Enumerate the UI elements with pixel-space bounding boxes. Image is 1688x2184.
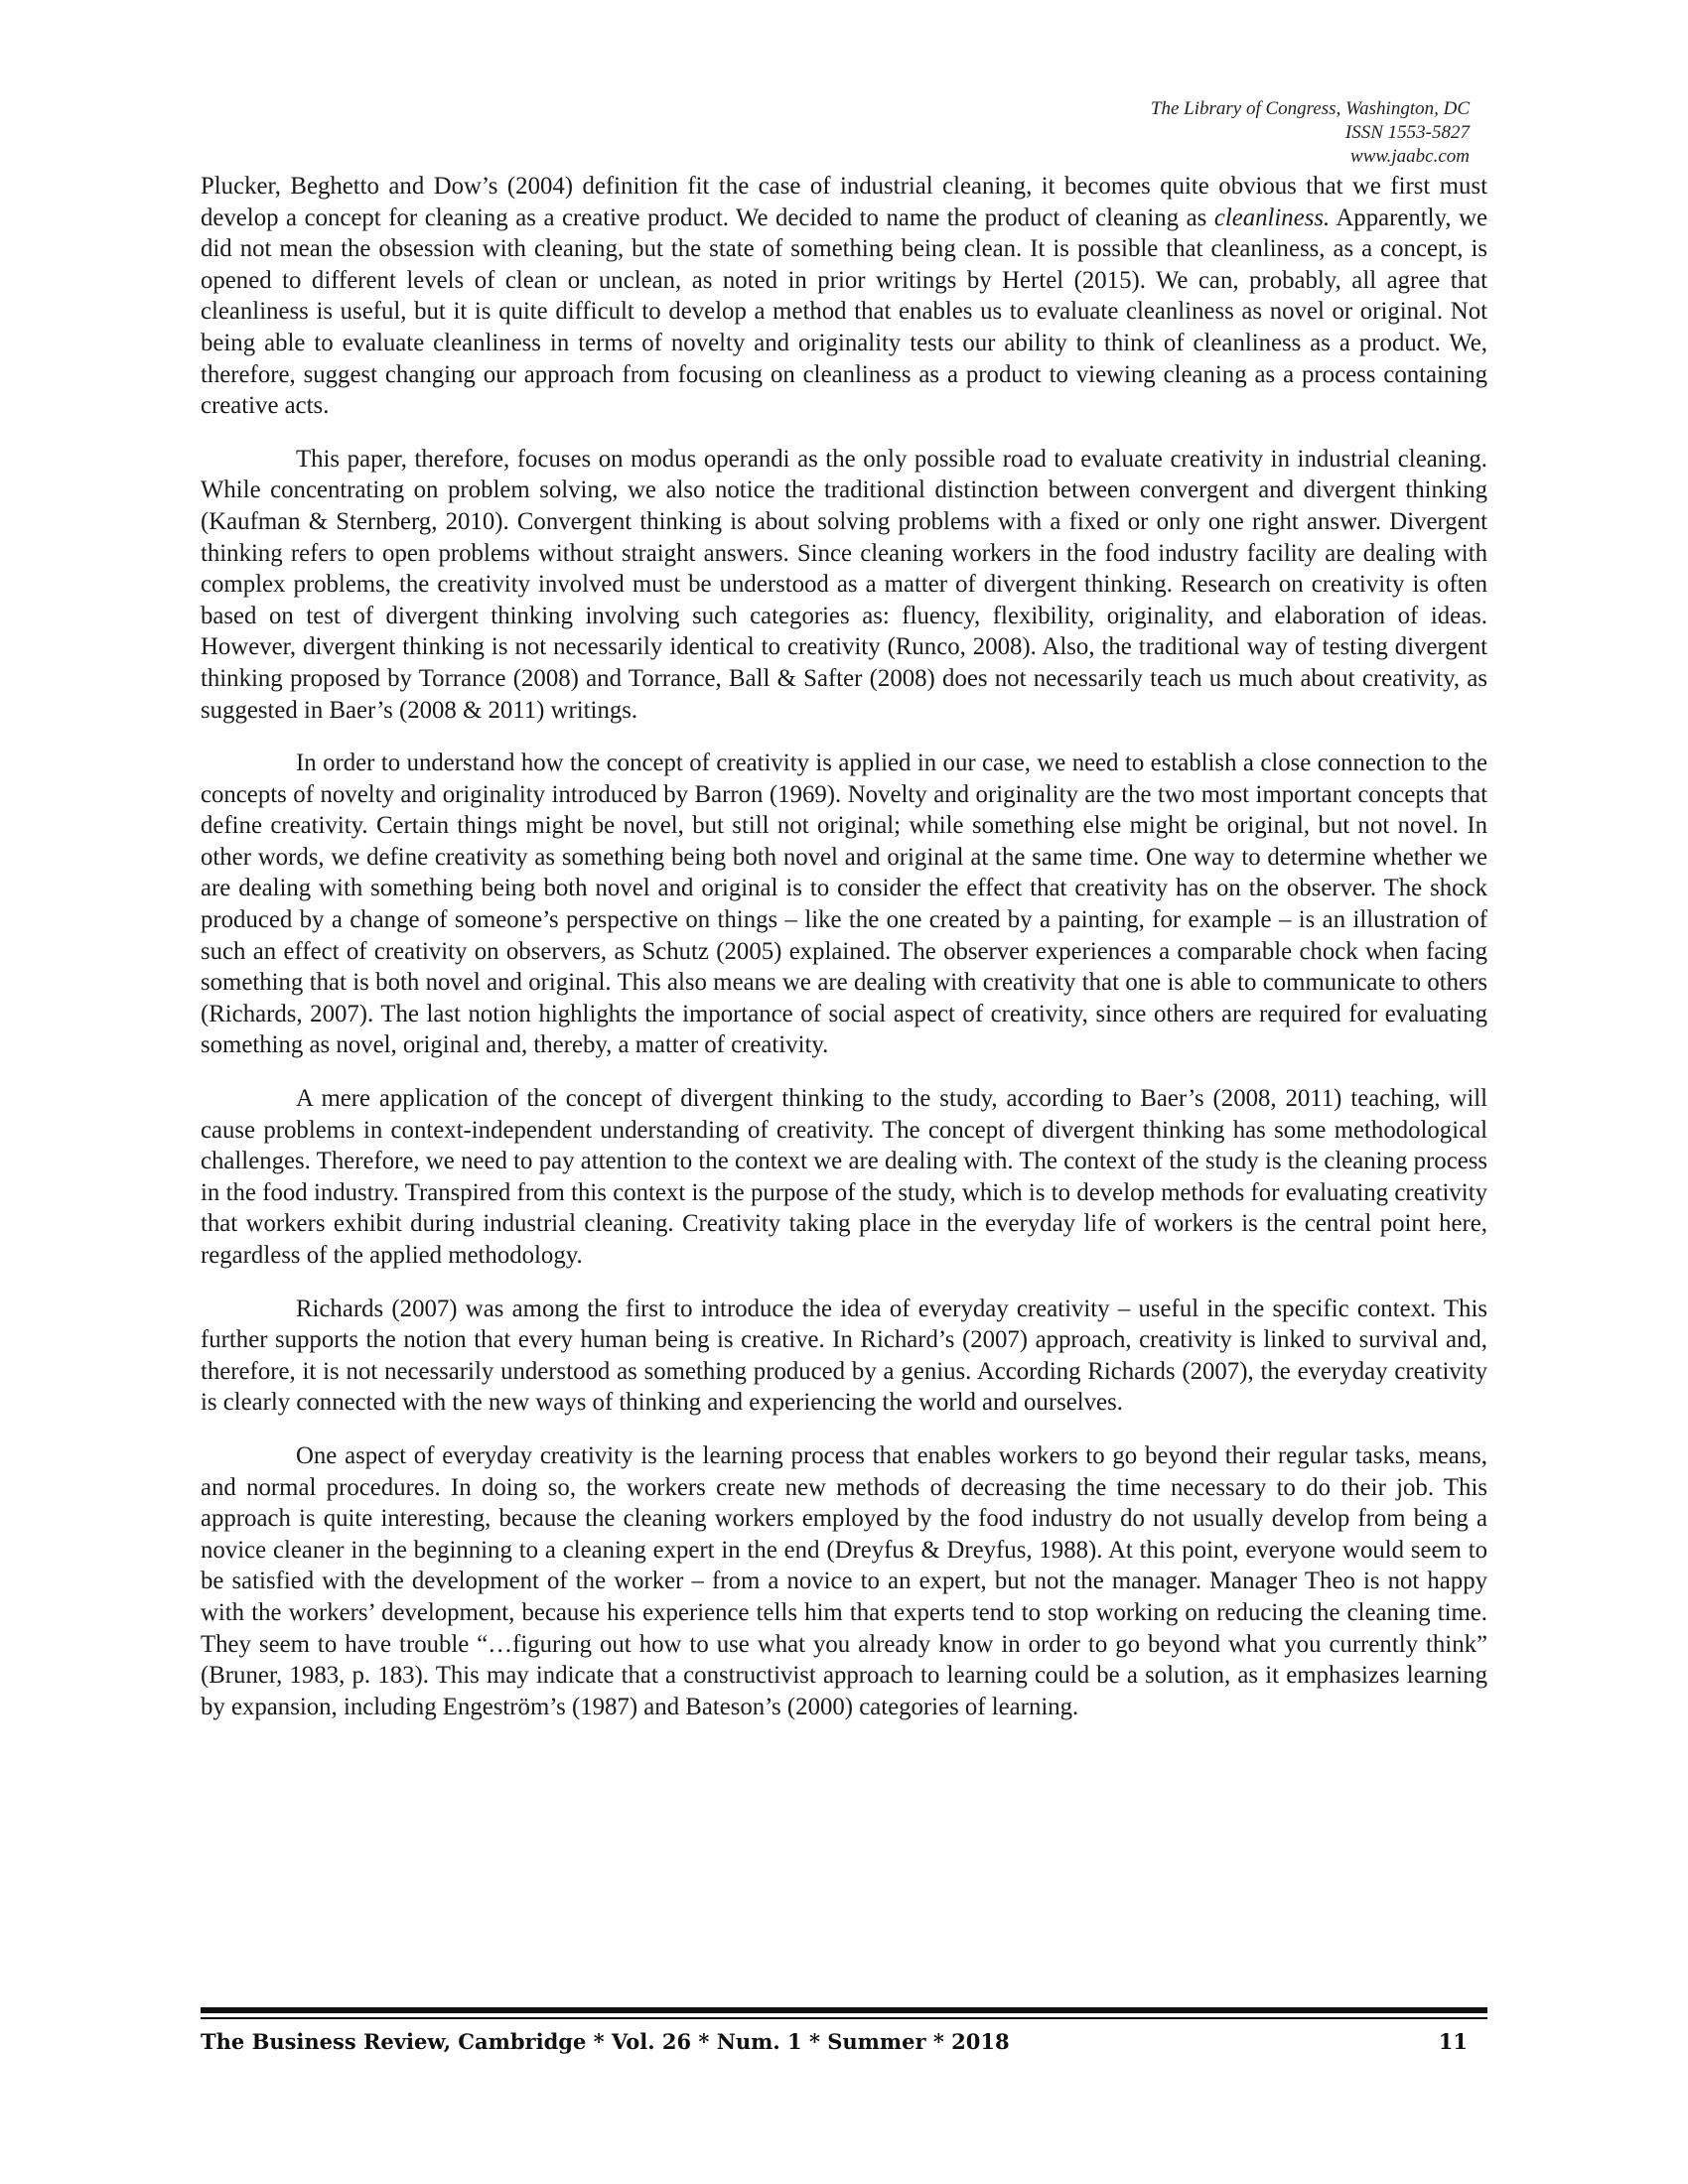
paragraph-1-emphasis: cleanliness. — [1213, 204, 1331, 231]
footer-journal: The Business Review, Cambridge * Vol. 26 * Num. 1 * Summer * 2018 — [201, 2029, 1010, 2054]
paragraph-1-text-a: Plucker, Beghetto and Dow’s (2004) definition fit the case of industrial cleaning, it becomes quite obvious that we first must develop a concept for cleaning as a creative product. We decided to name the product of cleaning as — [201, 173, 1487, 231]
paragraph-1-text-b: Apparently, we did not mean the obsession with cleaning, but the state of something being clean. It is possible that cleanliness, as a concept, is opened to different levels of clean or unclean, as noted in prior writings by Hertel (2015). We can, probably, all agree that cleanliness is useful, but it is quite difficult to develop a method that enables us to evaluate cleanliness as novel or original. Not being able to evaluate cleanliness in terms of novelty and originality tests our ability to think of cleanliness as a product. We, therefore, suggest changing our approach from focusing on cleanliness as a product to viewing cleaning as a process containing creative acts. — [201, 204, 1487, 420]
paragraph-3: In order to understand how the concept of creativity is applied in our case, we need to establish a close connection to the concepts of novelty and originality introduced by Barron (1969). Novelty and originality are the two most important concepts that define creativity. Certain things might be novel, but still not original; while something else might be original, but not novel. In other words, we define creativity as something being both novel and original at the same time. One way to determine whether we are dealing with something being both novel and original is to consider the effect that creativity has on the observer. The shock produced by a change of someone’s perspective on things – like the one created by a painting, for example – is an illustration of such an effect of creativity on observers, as Schutz (2005) explained. The observer experiences a comparable chock when facing something that is both novel and original. This also means we are dealing with creativity that one is able to communicate to others (Richards, 2007). The last notion highlights the importance of social aspect of creativity, since others are required for evaluating something as novel, original and, thereby, a matter of creativity. — [201, 750, 1487, 1059]
paragraph-1 — [201, 171, 1487, 422]
header-website: www.jaabc.com — [1350, 146, 1470, 167]
paragraph-2: This paper, therefore, focuses on modus operandi as the only possible road to evaluate creativity in industrial cleaning. While concentrating on problem solving, we also notice the traditional distinction between convergent and divergent thinking (Kaufman & Sternberg, 2010). Convergent thinking is about solving problems with a fixed or only one right answer. Divergent thinking refers to open problems without straight answers. Since cleaning workers in the food industry facility are dealing with complex problems, the creativity involved must be understood as a matter of divergent thinking. Research on creativity is often based on test of divergent thinking involving such categories as: fluency, flexibility, originality, and elaboration of ideas. However, divergent thinking is not necessarily identical to creativity (Runco, 2008). Also, the traditional way of testing divergent thinking proposed by Torrance (2008) and Torrance, Ball & Safter (2008) does not necessarily teach us much about creativity, as suggested in Baer’s (2008 & 2011) writings. — [201, 445, 1487, 724]
article-body — [201, 171, 1487, 1744]
page-number: 11 — [1438, 2029, 1468, 2054]
page-footer — [201, 2029, 1487, 2054]
footer-rule-thick — [201, 2007, 1487, 2013]
paragraph-4: A mere application of the concept of divergent thinking to the study, according to Baer’s (2008, 2011) teaching, will cause problems in context-independent understanding of creativity. The concept of divergent thinking has some methodological challenges. Therefore, we need to pay attention to the context we are dealing with. The context of the study is the cleaning process in the food industry. Transpired from this context is the purpose of the study, which is to develop methods for evaluating creativity that workers exhibit during industrial cleaning. Creativity taking place in the everyday life of workers is the central point here, regardless of the applied methodology. — [201, 1085, 1487, 1269]
paragraph-6: One aspect of everyday creativity is the learning process that enables workers to go beyond their regular tasks, means, and normal procedures. In doing so, the workers create new methods of decreasing the time necessary to do their job. This approach is quite interesting, because the cleaning workers employed by the food industry do not usually develop from being a novice cleaner in the beginning to a cleaning expert in the end (Dreyfus & Dreyfus, 1988). At this point, everyone would seem to be satisfied with the development of the worker – from a novice to an expert, but not the manager. Manager Theo is not happy with the workers’ development, because his experience tells him that experts tend to stop working on reducing the cleaning time. They seem to have trouble “…figuring out how to use what you already know in order to go beyond what you currently think” (Bruner, 1983, p. 183). This may indicate that a constructivist approach to learning could be a solution, as it emphasizes learning by expansion, including Engeström’s (1987) and Bateson’s (2000) categories of learning. — [201, 1441, 1487, 1720]
running-header — [1151, 97, 1470, 169]
paragraph-5: Richards (2007) was among the first to introduce the idea of everyday creativity – useful in the specific context. This further supports the notion that every human being is creative. In Richard’s (2007) approach, creativity is linked to survival and, therefore, it is not necessarily understood as something produced by a genius. According Richards (2007), the everyday creativity is clearly connected with the new ways of thinking and experiencing the world and ourselves. — [201, 1295, 1487, 1417]
footer-rule-thin — [201, 2017, 1487, 2019]
header-issn: ISSN 1553-5827 — [1344, 122, 1470, 143]
header-library: The Library of Congress, Washington, DC — [1150, 98, 1470, 119]
